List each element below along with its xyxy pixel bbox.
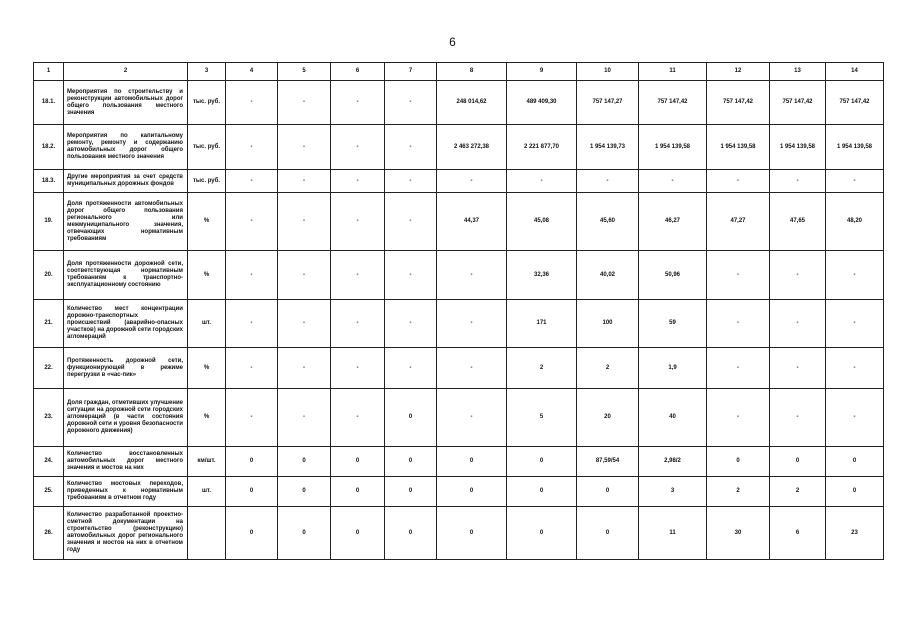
value-cell: - [770,170,826,193]
value-cell: 44,37 [437,193,507,251]
value-cell: - [226,348,278,389]
unit-of-measure: км/шт. [188,447,226,477]
column-header-5: 5 [278,63,331,81]
value-cell: - [770,251,826,300]
row-number: 18.2. [34,125,64,170]
table-row [34,477,884,507]
table-row [34,170,884,193]
row-number: 26. [34,507,64,560]
value-cell: - [331,125,385,170]
value-cell: 46,27 [639,193,707,251]
value-cell: 0 [331,447,385,477]
value-cell: 0 [278,507,331,560]
indicator-name: Количество мостовых переходов, приведенных к нормативным требованиям в отчетном году [64,477,188,507]
value-cell: 0 [437,477,507,507]
column-header-10: 10 [577,63,639,81]
value-cell: 0 [385,447,437,477]
value-cell: - [437,251,507,300]
column-header-7: 7 [385,63,437,81]
value-cell: - [385,81,437,125]
indicator-name: Мероприятия по строительству и реконструкции автомобильных дорог общего пользования местного значения [64,81,188,125]
value-cell: 171 [507,300,577,348]
value-cell: - [770,300,826,348]
value-cell: - [331,300,385,348]
value-cell: - [278,193,331,251]
value-cell: - [226,170,278,193]
value-cell: 1 954 139,73 [577,125,639,170]
value-cell: - [278,170,331,193]
value-cell: - [278,251,331,300]
value-cell: 757 147,27 [577,81,639,125]
table-row [34,348,884,389]
value-cell: 757 147,42 [770,81,826,125]
value-cell: 1 954 139,58 [770,125,826,170]
unit-of-measure: % [188,389,226,447]
value-cell: - [437,300,507,348]
value-cell: - [226,389,278,447]
value-cell: 87,59/54 [577,447,639,477]
row-number: 19. [34,193,64,251]
value-cell: 0 [226,477,278,507]
value-cell: - [707,389,770,447]
value-cell: 50,96 [639,251,707,300]
value-cell: - [770,389,826,447]
value-cell: - [826,300,884,348]
value-cell: 1 954 139,58 [639,125,707,170]
value-cell: - [826,170,884,193]
value-cell: 5 [507,389,577,447]
table-row [34,300,884,348]
indicator-name: Доля протяженности автомобильных дорог общего пользования регионального или межмуниципального значения, отвечающих нормативным требованиям [64,193,188,251]
value-cell: - [226,251,278,300]
value-cell: 1 954 139,58 [707,125,770,170]
value-cell: - [226,193,278,251]
column-header-3: 3 [188,63,226,81]
indicator-name: Количество восстановленных автомобильных дорог местного значения и мостов на них [64,447,188,477]
value-cell: 0 [226,447,278,477]
value-cell: 3 [639,477,707,507]
table-row [34,251,884,300]
value-cell: - [707,170,770,193]
value-cell: - [826,348,884,389]
value-cell: - [331,348,385,389]
value-cell: 489 409,30 [507,81,577,125]
value-cell: 59 [639,300,707,348]
value-cell: - [385,170,437,193]
value-cell: 0 [385,389,437,447]
column-header-6: 6 [331,63,385,81]
unit-of-measure: тыс. руб. [188,170,226,193]
unit-of-measure: шт. [188,477,226,507]
value-cell: - [437,170,507,193]
value-cell: - [226,81,278,125]
value-cell: - [385,251,437,300]
table-header-row [34,63,884,81]
value-cell: - [226,300,278,348]
value-cell: 0 [385,477,437,507]
value-cell: 100 [577,300,639,348]
column-header-9: 9 [507,63,577,81]
value-cell: 23 [826,507,884,560]
value-cell: 2 [707,477,770,507]
value-cell: 0 [507,477,577,507]
value-cell: - [278,125,331,170]
indicator-name: Мероприятия по капитальному ремонту, ремонту и содержанию автомобильных дорог общего пользования местного значения [64,125,188,170]
row-number: 18.3. [34,170,64,193]
value-cell: 0 [507,447,577,477]
value-cell: - [826,251,884,300]
unit-of-measure: % [188,251,226,300]
value-cell: 2 221 877,70 [507,125,577,170]
value-cell: 757 147,42 [639,81,707,125]
value-cell: 0 [437,507,507,560]
value-cell: - [331,193,385,251]
value-cell: 2 [770,477,826,507]
row-number: 20. [34,251,64,300]
value-cell: - [226,125,278,170]
value-cell: - [385,348,437,389]
row-number: 21. [34,300,64,348]
unit-of-measure: % [188,348,226,389]
row-number: 22. [34,348,64,389]
value-cell: 47,65 [770,193,826,251]
value-cell: - [770,348,826,389]
value-cell: 0 [826,447,884,477]
value-cell: 1 954 139,58 [826,125,884,170]
indicator-name: Доля граждан, отметивших улучшение ситуации на дорожной сети городских агломераций (в части состояния дорожной сети и уровня безопасности дорожного движения) [64,389,188,447]
column-header-13: 13 [770,63,826,81]
value-cell: - [278,81,331,125]
value-cell: 0 [331,507,385,560]
value-cell: 0 [278,477,331,507]
value-cell: 0 [826,477,884,507]
value-cell: 0 [770,447,826,477]
value-cell: - [707,300,770,348]
value-cell: - [278,389,331,447]
row-number: 23. [34,389,64,447]
value-cell: 6 [770,507,826,560]
column-header-2: 2 [64,63,188,81]
value-cell: 0 [385,507,437,560]
value-cell: - [278,300,331,348]
value-cell: 45,60 [577,193,639,251]
table-row [34,389,884,447]
indicator-name: Количество разработанной проектно-сметной документации на строительство (реконструкцию) автомобильных дорог регионального значения и мостов на них в отчетном году [64,507,188,560]
value-cell: 0 [226,507,278,560]
value-cell: 248 014,62 [437,81,507,125]
value-cell: 2 [507,348,577,389]
indicator-name: Доля протяженности дорожной сети, соответствующая нормативным требованиям к транспортно-эксплуатационному состоянию [64,251,188,300]
value-cell: 0 [577,477,639,507]
column-header-1: 1 [34,63,64,81]
value-cell: 0 [331,477,385,507]
row-number: 18.1. [34,81,64,125]
value-cell: 0 [437,447,507,477]
table-row [34,125,884,170]
table-row [34,193,884,251]
column-header-12: 12 [707,63,770,81]
row-number: 25. [34,477,64,507]
value-cell: - [507,170,577,193]
value-cell: - [577,170,639,193]
value-cell: - [437,348,507,389]
value-cell: 45,08 [507,193,577,251]
value-cell: 11 [639,507,707,560]
value-cell: - [331,170,385,193]
value-cell: 2 [577,348,639,389]
unit-of-measure: шт. [188,300,226,348]
unit-of-measure: тыс. руб. [188,81,226,125]
value-cell: 0 [278,447,331,477]
page-number: 6 [449,35,456,49]
value-cell: 47,27 [707,193,770,251]
table-row [34,81,884,125]
value-cell: 40 [639,389,707,447]
unit-of-measure [188,507,226,560]
value-cell: - [707,251,770,300]
table-row [34,507,884,560]
value-cell: - [437,389,507,447]
indicator-name: Количество мест концентрации дорожно-транспортных происшествий (аварийно-опасных участков) на дорожной сети городских агломераций [64,300,188,348]
value-cell: 0 [707,447,770,477]
value-cell: 2,98/2 [639,447,707,477]
table-row [34,447,884,477]
value-cell: - [639,170,707,193]
value-cell: 32,36 [507,251,577,300]
value-cell: - [385,125,437,170]
value-cell: - [331,389,385,447]
value-cell: - [707,348,770,389]
value-cell: 757 147,42 [826,81,884,125]
value-cell: - [331,251,385,300]
value-cell: - [331,81,385,125]
value-cell: 0 [507,507,577,560]
value-cell: 2 463 272,38 [437,125,507,170]
value-cell: - [385,300,437,348]
value-cell: - [826,389,884,447]
unit-of-measure: % [188,193,226,251]
row-number: 24. [34,447,64,477]
value-cell: 40,02 [577,251,639,300]
indicator-name: Другие мероприятия за счет средств муниципальных дорожных фондов [64,170,188,193]
column-header-4: 4 [226,63,278,81]
column-header-14: 14 [826,63,884,81]
indicator-name: Протяженность дорожной сети, функционирующей в режиме перегрузки в «час-пик» [64,348,188,389]
column-header-8: 8 [437,63,507,81]
indicators-table [33,62,884,560]
value-cell: 757 147,42 [707,81,770,125]
column-header-11: 11 [639,63,707,81]
value-cell: 30 [707,507,770,560]
value-cell: 0 [577,507,639,560]
value-cell: - [278,348,331,389]
value-cell: 48,20 [826,193,884,251]
value-cell: - [385,193,437,251]
value-cell: 20 [577,389,639,447]
value-cell: 1,9 [639,348,707,389]
unit-of-measure: тыс. руб. [188,125,226,170]
